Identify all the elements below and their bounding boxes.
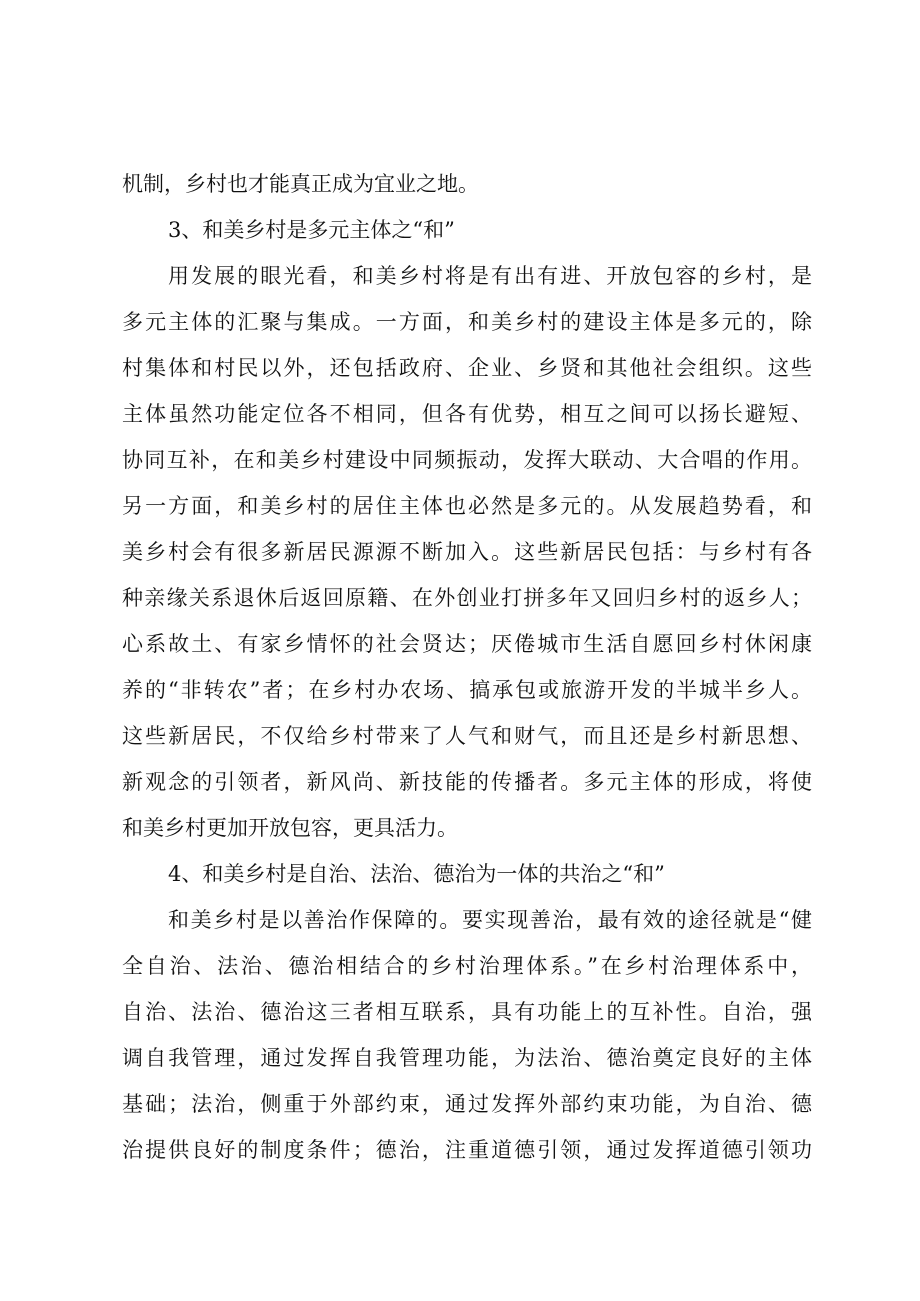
- paragraph-line: 和美乡村更加开放包容，更具活力。: [122, 816, 458, 840]
- paragraph-line: 另一方面，和美乡村的居住主体也必然是多元的。从发展趋势看，和: [122, 494, 812, 518]
- section-heading-3: 3、和美乡村是多元主体之“和”: [168, 218, 455, 242]
- paragraph-line: 用发展的眼光看，和美乡村将是有出有进、开放包容的乡村，是: [168, 264, 812, 288]
- paragraph-line: 村集体和村民以外，还包括政府、企业、乡贤和其他社会组织。这些: [122, 356, 812, 380]
- paragraph-line: 美乡村会有很多新居民源源不断加入。这些新居民包括：与乡村有各: [122, 540, 812, 564]
- paragraph-line: 养的“非转农”者；在乡村办农场、搞承包或旅游开发的半城半乡人。: [122, 678, 812, 702]
- paragraph-line: 种亲缘关系退休后返回原籍、在外创业打拼多年又回归乡村的返乡人；: [122, 586, 812, 610]
- paragraph-line: 自治、法治、德治这三者相互联系，具有功能上的互补性。自治，强: [122, 1000, 812, 1024]
- paragraph-line: 调自我管理，通过发挥自我管理功能，为法治、德治奠定良好的主体: [122, 1046, 812, 1070]
- paragraph-line: 全自治、法治、德治相结合的乡村治理体系。”在乡村治理体系中，: [122, 954, 812, 978]
- paragraph-line: 机制，乡村也才能真正成为宜业之地。: [122, 172, 479, 196]
- paragraph-line: 多元主体的汇聚与集成。一方面，和美乡村的建设主体是多元的，除: [122, 310, 812, 334]
- section-heading-4: 4、和美乡村是自治、法治、德治为一体的共治之“和”: [168, 862, 665, 886]
- paragraph-line: 这些新居民，不仅给乡村带来了人气和财气，而且还是乡村新思想、: [122, 724, 812, 748]
- paragraph-line: 新观念的引领者，新风尚、新技能的传播者。多元主体的形成，将使: [122, 770, 812, 794]
- paragraph-line: 心系故土、有家乡情怀的社会贤达；厌倦城市生活自愿回乡村休闲康: [122, 632, 812, 656]
- paragraph-line: 主体虽然功能定位各不相同，但各有优势，相互之间可以扬长避短、: [122, 402, 812, 426]
- paragraph-line: 协同互补，在和美乡村建设中同频振动，发挥大联动、大合唱的作用。: [122, 448, 812, 472]
- paragraph-line: 基础；法治，侧重于外部约束，通过发挥外部约束功能，为自治、德: [122, 1092, 812, 1116]
- paragraph-line: 治提供良好的制度条件；德治，注重道德引领，通过发挥道德引领功: [122, 1138, 812, 1162]
- paragraph-line: 和美乡村是以善治作保障的。要实现善治，最有效的途径就是“健: [168, 908, 812, 932]
